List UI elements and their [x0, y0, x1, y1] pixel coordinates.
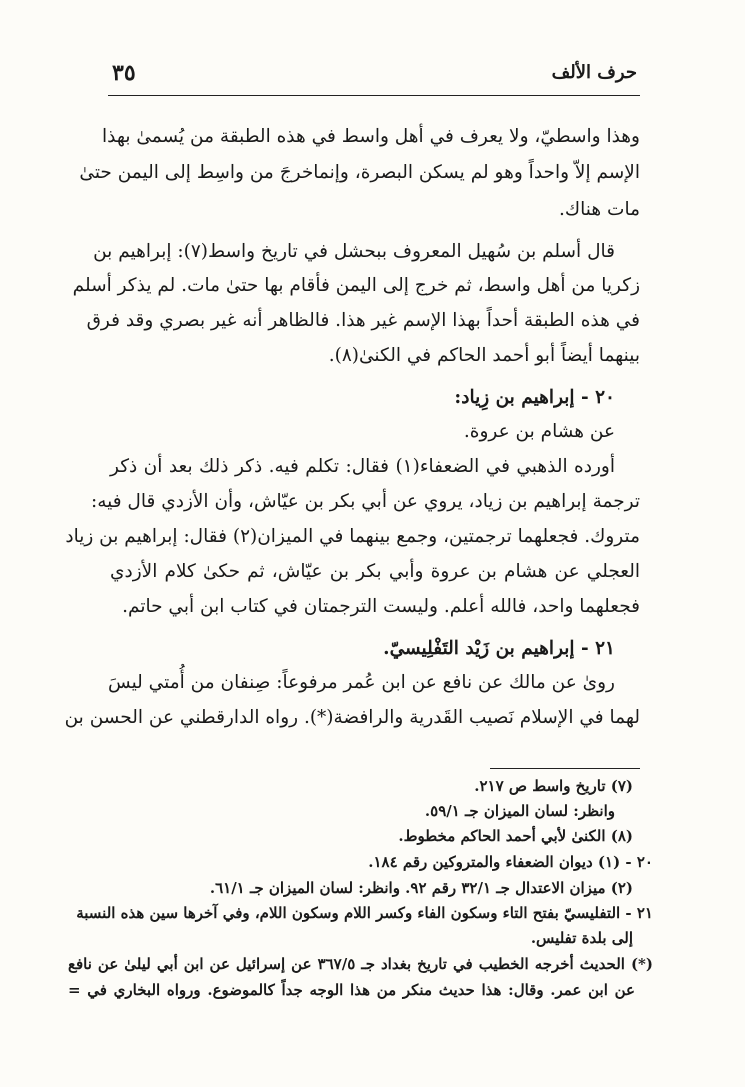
header-rule	[108, 95, 640, 96]
footnote-line: ٢٠ - (١) ديوان الضعفاء والمتروكين رقم ١٨٤.	[368, 853, 653, 871]
footnote-line: وانظر: لسان الميزان جـ ٥٩/١.	[424, 802, 615, 820]
footnote-line: (٢) ميزان الاعتدال جـ ٣٢/١ رقم ٩٢. وانظر: لسان الميزان جـ ٦١/١.	[209, 879, 633, 897]
body-line: مات هناك.	[559, 199, 640, 220]
footnote-rule	[490, 768, 640, 769]
body-line: قال أسلم بن سُهيل المعروف ببحشل في تاريخ واسط(٧): إبراهيم بن	[93, 241, 615, 262]
body-line: العجلي عن هشام بن عروة وأبي بكر بن عيّاش، ثم حكىٰ كلام الأزدي	[110, 561, 640, 582]
entry-heading-21: ٢١ - إبراهيم بن زَيْد التَفْلِيسيّ.	[383, 638, 615, 659]
page-number: ٣٥	[112, 60, 136, 86]
footnote-line: (٨) الكنىٰ لأبي أحمد الحاكم مخطوط.	[398, 827, 633, 845]
body-line: عن هشام بن عروة.	[463, 421, 615, 442]
body-line: ترجمة إبراهيم بن زياد، يروي عن أبي بكر بن عيّاش، وأن الأزدي قال فيه:	[90, 491, 640, 512]
body-line: لهما في الإسلام نَصيب القَدرية والرافضة(*). رواه الدارقطني عن الحسن بن	[64, 707, 640, 728]
body-line: روىٰ عن مالك عن نافع عن ابن عُمر مرفوعاً: صِنفان من أُمتي ليسَ	[108, 672, 615, 693]
body-line: زكريا من أهل واسط، ثم خرج إلى اليمن فأقام بها حتىٰ مات. لم يذكر أسلم	[72, 275, 640, 296]
footnote-line: (*) الحديث أخرجه الخطيب في تاريخ بغداد جـ ٣٦٧/٥ عن إسرائيل عن ابن أبي ليلىٰ عن نافع	[68, 955, 653, 973]
entry-heading-20: ٢٠ - إبراهيم بن زِياد:	[454, 387, 615, 408]
body-line: بينهما أيضاً أبو أحمد الحاكم في الكنىٰ(٨).	[328, 345, 640, 366]
body-line: أورده الذهبي في الضعفاء(١) فقال: تكلم فيه. ذكر ذلك بعد أن ذكر	[110, 456, 615, 477]
body-line: في هذه الطبقة أحداً بهذا الإسم غير هذا. فالظاهر أنه غير بصري وقد فرق	[86, 310, 640, 331]
footnote-line: إلى بلدة تفليس.	[530, 929, 633, 947]
footnote-line: ٢١ - التفليسيّ بفتح التاء وسكون الفاء وكسر اللام وسكون اللام، وفي آخرها سين هذه النسبة	[76, 904, 653, 922]
running-header-title: حرف الألف	[551, 62, 637, 83]
footnote-line: (٧) تاريخ واسط ص ٢١٧.	[474, 777, 633, 795]
body-line: فجعلهما واحد، فالله أعلم. وليست الترجمتان في كتاب ابن أبي حاتم.	[122, 596, 640, 617]
footnote-line: عن ابن عمر. وقال: هذا حديث منكر من هذا الوجه جداً كالموضوع. ورواه البخاري في =	[68, 981, 635, 999]
body-line: الإسم إلاّ واحداً وهو لم يسكن البصرة، وإنماخرجَ من واسِط إلى اليمن حتىٰ	[79, 162, 640, 183]
body-line: متروك. فجعلهما ترجمتين، وجمع بينهما في الميزان(٢) فقال: إبراهيم بن زياد	[65, 526, 640, 547]
body-line: وهذا واسطيّ، ولا يعرف في أهل واسط في هذه الطبقة من يُسمىٰ بهذا	[101, 126, 640, 147]
